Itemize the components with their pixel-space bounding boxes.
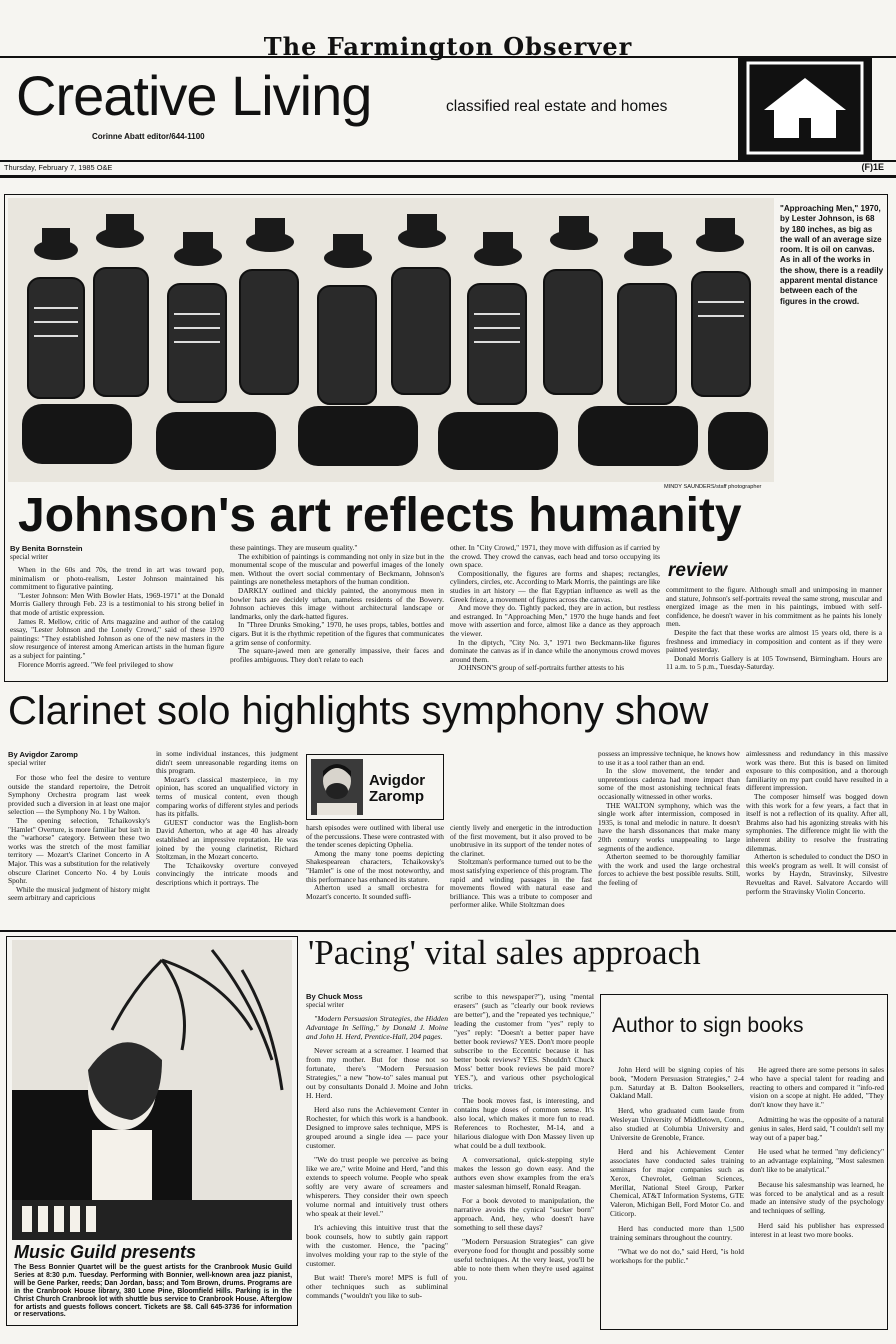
paragraph: harsh episodes were outlined with liberal use of the percussions. These were contrasted with the tender scenes depicting Ophelia.	[306, 824, 444, 850]
paragraph: It's achieving this intuitive trust that the book counsels, how to subtly gain rapport with the customer. Hence, the "pacing" involves molding your rap to the style of the customer.	[306, 1223, 448, 1268]
date-rule-top	[0, 160, 896, 162]
paragraph: Herd said his publisher has expressed interest in at least two more books.	[750, 1220, 884, 1239]
paragraph: THE WALTON symphony, which was the single work after intermission, composed in 1935, is tonal and melodic in nature. It doesn't have the harsh dissonances that make many 20th century works unappealing to large segments of the audience.	[598, 800, 740, 853]
paragraph: But wait! There's more! MPS is full of other techniques such as subliminal commands ("wouldn't you like to sub-	[306, 1273, 448, 1300]
paragraph: possess an impressive technique, he knows how to use it as a tool rather than an end.	[598, 750, 740, 767]
review-label: review	[668, 560, 728, 581]
paragraph: When in the 60s and 70s, the trend in art was toward pop, minimalism or photo-realism, Lester Johnson maintained his commitment to figurative painting.	[10, 566, 224, 592]
clarinet-headline: Clarinet solo highlights symphony show	[8, 689, 709, 733]
paragraph: these paintings. They are museum quality."	[230, 544, 358, 552]
pacing-headline: 'Pacing' vital sales approach	[308, 933, 701, 972]
paragraph: aimlessness and redundancy in this massive work was there. But this is based on limited exposure to this composition, and a thorough familiarity on my part could have resulted in a different impression.	[746, 750, 888, 793]
paragraph: "We do trust people we perceive as being like we are," write Moine and Herd, "and this extends to speech volume. People who speak softly are very aware of screamers and whisperers. They consider their own speech volume normal and intuitively trust others who speak at their level."	[306, 1155, 448, 1218]
date-rule-bottom	[0, 175, 896, 178]
bowler-hat-men-image	[8, 198, 774, 482]
page-code: (F)1E	[861, 162, 884, 172]
paragraph: James R. Mellow, critic of Arts magazine and author of the catalog essay, "Lester Johnson and the Lonely Crowd," said of these 1970 paintings: "They established Johnson as one of the new masters in the slow resurgence of interest among American artists in the human figure as a subject for painting."	[10, 616, 224, 660]
paragraph: Never scream at a screamer. I learned that from my mother. But for those not so fortunate, there's "Modern Persuasion Strategies," a new "how-to" sales manual put out by consultants Donald J. Moine and John H. Herd.	[306, 1046, 448, 1100]
paragraph: Among the many tone poems depicting Shakespearean characters, Tchaikovsky's "Hamlet" is one of the most noteworthy, and this performance has enhanced its stature.	[306, 848, 444, 884]
paper-name: The Farmington Observer	[263, 32, 633, 61]
portrait-image	[311, 759, 363, 815]
paragraph: Atherton seemed to be thoroughly familiar with the work and used the large orchestral forces to achieve the best possible results. Still, the feeling of	[598, 852, 740, 887]
paragraph: Compositionally, the figures are forms and shapes; rectangles, cylinders, circles, etc. According to Mark Morris, the paintings are like studies in art history — the flat Egyptian influence as well as the Greek frieze, a movement of figures across the canvas.	[450, 568, 660, 604]
author-col-2	[750, 1066, 884, 1326]
paragraph: Despite the fact that these works are almost 15 years old, there is a freshness and immediacy in composition and content as if they were painted yesterday.	[666, 627, 882, 655]
house-icon	[738, 56, 872, 160]
music-guild-headline: Music Guild presents	[14, 1242, 197, 1262]
paragraph: The square-jawed men are generally impassive, their faces and profiles ambiguous. They don't relate to each	[230, 646, 444, 664]
music-guild-photo	[12, 940, 292, 1240]
paragraph: Herd also runs the Achievement Center in Rochester, for which this work is a handbook. Designed to improve sales technique, MPS is grouped around a single idea — pace your customer.	[306, 1105, 448, 1150]
paragraph: Mozart's classical masterpiece, in my opinion, has scored an unqualified victory in terms of musical content, even though comparing works of different styles and periods has its pitfalls.	[156, 774, 298, 819]
paragraph: DARKLY outlined and thickly painted, the anonymous men in bowler hats are decidely urban, nameless residents of the Bowery. Johnson achieves this image without architectural landscape or landmarks, only the dark-hatted figures.	[230, 585, 444, 621]
paragraph: Stoltzman's performance turned out to be the most satisfying experience of this program. The rapid and winding passages in the fast movements flowed with natural ease and brilliance. This was a tribute to composer and performer alike. While Stoltzman does	[450, 857, 592, 910]
paragraph: In "Three Drunks Smoking," 1970, he uses props, tables, bottles and cigars. But it is the rhythmic repetition of the figures that communicates a grim sense of conformity.	[230, 620, 444, 647]
clarinet-role: special writer	[8, 759, 46, 767]
editor-line: Corinne Abatt editor/644-1100	[92, 132, 205, 141]
paragraph: For a book devoted to manipulation, the narrative avoids the cynical "sucker born" approach. And, hey, who doesn't have something to sell these days?	[454, 1196, 594, 1232]
columnist-box	[306, 754, 444, 820]
logo-box	[738, 56, 872, 160]
paragraph: The book moves fast, is interesting, and contains huge doses of common sense. It's also local, which makes it more fun to read. References to Rochester, M-14, and a hilarious dialogue with Don Massey liven up what could be a dull textbook.	[454, 1096, 594, 1150]
paragraph: ciently lively and energetic in the introduction of the first movement, but it also proved to be unobtrusive in its support of the tender notes of the clarinet.	[450, 824, 592, 858]
paragraph: in some individual instances, this judgment didn't seem unreasonable regarding items on this program.	[156, 750, 298, 776]
paragraph: The composer himself was bogged down with this work for a few years, a fact that in itself is not a reflection of its quality. After all, Brahms also had his agonizing streaks with his symphonies. The difference might lie with the inherent ability to resolve the frustrating dilemmas.	[746, 791, 888, 853]
pacing-byline: By Chuck Moss	[306, 992, 363, 1001]
paragraph: GUEST conductor was the English-born David Atherton, who at age 40 has already established an impressive reputation. He was joined by the young clarinetist, Richard Stoltzman, in the Mozart concerto.	[156, 817, 298, 862]
clarinet-byline-block	[8, 750, 78, 771]
paragraph: "Lester Johnson: Men With Bowler Hats, 1969-1971" at the Donald Morris Gallery through Feb. 23 is a testimonial to his strong belief in that mode of artistic expression.	[10, 590, 224, 617]
section-title: Creative Living	[16, 64, 372, 127]
pacing-byline-block	[306, 992, 363, 1013]
paragraph: Herd, who graduated cum laude from Wesleyan University of Middletown, Conn., also studied at Columbia University and Universite de Grenoble, France.	[610, 1106, 744, 1142]
clarinet-col-5	[598, 750, 740, 926]
paragraph: commitment to the figure. Although small and unimposing in manner and stature, Johnson's self-portraits reveal the same strong, muscular and energized image as the men in his paintings, imbued with self-confidence, he doesn't waver in his commitment as he paints his lonely men.	[666, 586, 882, 629]
paragraph: While the musical judgment of history might seem arbitrary and capricious	[8, 884, 150, 903]
johnson-col-1	[10, 566, 224, 678]
paragraph: For those who feel the desire to venture outside the standard repertoire, the Detroit Symphony Orchestra program last week provided such a diversion in at least one major selection — the Symphony No. 1 by Walton.	[8, 774, 150, 817]
section-subtitle: classified real estate and homes	[446, 98, 668, 115]
paragraph: JOHNSON'S group of self-portraits further attests to his	[458, 663, 625, 673]
pianist-image	[12, 940, 292, 1240]
photo-credit: MINDY SAUNDERS/staff photographer	[664, 484, 762, 490]
johnson-byline-block	[10, 544, 83, 565]
paragraph: Admitting he was the opposite of a natural genius in sales, Herd said, "I couldn't sell my way out of a paper bag."	[750, 1114, 884, 1142]
clarinet-col-6	[746, 750, 888, 926]
paragraph: Donald Morris Gallery is at 105 Townsend, Birmingham. Hours are 11 a.m. to 5 p.m., Tuesday-Saturday.	[666, 653, 882, 672]
approaching-men-painting	[8, 198, 774, 482]
paragraph: In the slow movement, the tender and unpretentious cadenza had more impact than some of the most astonishing technical feats occasionally witnessed in other works.	[598, 766, 740, 801]
clarinet-col-3	[306, 824, 444, 926]
paragraph: "What we do not do," said Herd, "is hold workshops for the public."	[610, 1247, 744, 1266]
pacing-col-2	[454, 992, 594, 1338]
paragraph: John Herd will be signing copies of his book, "Modern Persuasion Strategies," 2-4 p.m. Saturday at B. Dalton Booksellers, Oakland Mall.	[610, 1066, 744, 1101]
music-guild-text: The Bess Bonnier Quartet will be the guest artists for the Cranbrook Music Guild Series at 8:30 p.m. Tuesday. Performing with Bonnier, well-known area jazz pianist, will be Gene Parker, reeds; Dan Jordan, bass; and Tom Brown, drums. Programs are in the Cranbrook House library, 380 Lone Pine, Bloomfield Hills. Parking is in the Christ Church Cranbrook lot with shuttle bus service to Cranbrook House. Afterglow for artists and guests follows concert. Tickets are $8. Call 645-3736 for information or reservations.	[14, 1264, 292, 1319]
paragraph: He used what he termed "my deficiency" to an advantage explaining, "Most salesmen don't like to be analytical."	[750, 1147, 884, 1174]
columnist-name: Avigdor Zaromp	[369, 772, 426, 805]
columnist-photo	[311, 759, 363, 815]
johnson-col-4	[666, 586, 882, 678]
date-line: Thursday, February 7, 1985 O&E	[4, 163, 113, 172]
johnson-col-2	[230, 544, 444, 678]
author-col-1	[610, 1066, 744, 1326]
pacing-col-1	[306, 1014, 448, 1338]
painting-caption: "Approaching Men," 1970, by Lester Johnson, is 68 by 180 inches, as big as the wall of an average size room. It is oil on canvas. As in all of the works in the show, there is a readily apparent mental distance between each of the figures in the crowd.	[780, 204, 884, 306]
paragraph: In the diptych, "City No. 3," 1971 two Beckmann-like figures dominate the canvas as if in dance while the anonymous crowd moves around them.	[450, 637, 660, 664]
paragraph: other. In "City Crowd," 1971, they move with diffusion as if carried by the crowd. They crowd the canvas, each head and torso occupying its own space.	[450, 544, 660, 570]
paragraph: scribe to this newspaper?"), using "mental erasers" (such as "clearly our book reviews are better"), and the "repeated yes technique," leading the customer from "yes" reply to "yes" reply: "Doesn't a better paper have better book reviews? YES. Don't more people subscribe to the Eccentric because it has better book reviews? YES. Shouldn't Chuck Moss' better book reviews be paid more? YES."), and various other psychological tricks.	[454, 992, 594, 1091]
paragraph: The Tchaikovsky overture conveyed convincingly the intricate moods and descriptions which it portrays. The	[156, 860, 298, 887]
paragraph: The opening selection, Tchaikovsky's "Hamlet" Overture, is more familiar but isn't in the "warhorse" category. Between these two works was the stretch of the most familiar territory — Mozart's Clarinet Concerto in A Major. This was a substitution for the relatively obscure Clarinet Concerto No. 4 by Louis Spohr.	[8, 815, 150, 886]
paragraph: And move they do. Tightly packed, they are in action, but restless and estranged. In "Approaching Men," 1970 the huge hands and feet move with assertion and force, almost like a dance as they approach the viewer.	[450, 603, 660, 638]
johnson-headline: Johnson's art reflects humanity	[18, 489, 742, 542]
paragraph: He agreed there are some persons in sales who have a special talent for reading and reacting to others and compared it "info-red vision on a scope at night. He added, "They don't know they have it."	[750, 1066, 884, 1110]
paragraph: Atherton used a small orchestra for Mozart's concerto. It sounded suffi-	[306, 883, 444, 901]
johnson-col-3	[450, 544, 660, 678]
clarinet-col-4	[450, 824, 592, 926]
clarinet-byline: By Avigdor Zaromp	[8, 750, 78, 759]
clarinet-col-1	[8, 774, 150, 926]
paragraph: "Modern Persuasion Strategies" can give everyone food for thought and possibly some useful techniques. At the very least, you'll be able to note them when they're used against you.	[454, 1237, 594, 1282]
paragraph: A conversational, quick-stepping style makes the lesson go down easy. And the authors even show examples from the era's master salesman himself, Ronald Reagan.	[454, 1155, 594, 1191]
johnson-byline: By Benita Bornstein	[10, 544, 83, 553]
paragraph: Because his salesmanship was learned, he was forced to be analytical and as a result made an intensive study of the psychology and techniques of selling.	[750, 1179, 884, 1216]
paragraph: Herd has conducted more than 1,500 training seminars throughout the country.	[610, 1223, 744, 1242]
paragraph: Florence Morris agreed. "We feel privileged to show	[18, 659, 174, 669]
book-info: "Modern Persuasion Strategies, the Hidden Advantage In Selling," by Donald J. Moine and John H. Herd, Prentice-Hall, 204 pages.	[306, 1014, 448, 1041]
paragraph: Herd and his Achievement Center associates have conducted sales training seminars for major companies such as Xerox, Chevrolet, Gelman Sciences, Merillat, National Steel Group, Parker Chemical, AT&T Information Systems, GTE Valeron, Michigan Bell, Ford Motor Co. and Citicorp.	[610, 1147, 744, 1218]
pacing-role: special writer	[306, 1001, 344, 1009]
paragraph: The exhibition of paintings is commanding not only in size but in the monumental scope of the muscular and powerful images of the lonely men. Without the overt social commentary of Beckmann, Johnson's paintings are nonetheless metaphors of the human condition.	[230, 551, 444, 587]
author-headline: Author to sign books	[612, 1014, 804, 1037]
clarinet-col-2	[156, 750, 298, 926]
johnson-role: special writer	[10, 553, 48, 561]
paragraph: Atherton is scheduled to conduct the DSO in this week's program as well. It will consist of works by Haydn, Stravinsky, Silvestre Revueltas and Ravel. Salvatore Accardo will perform the Stravinsky Violin Concerto.	[746, 852, 888, 896]
